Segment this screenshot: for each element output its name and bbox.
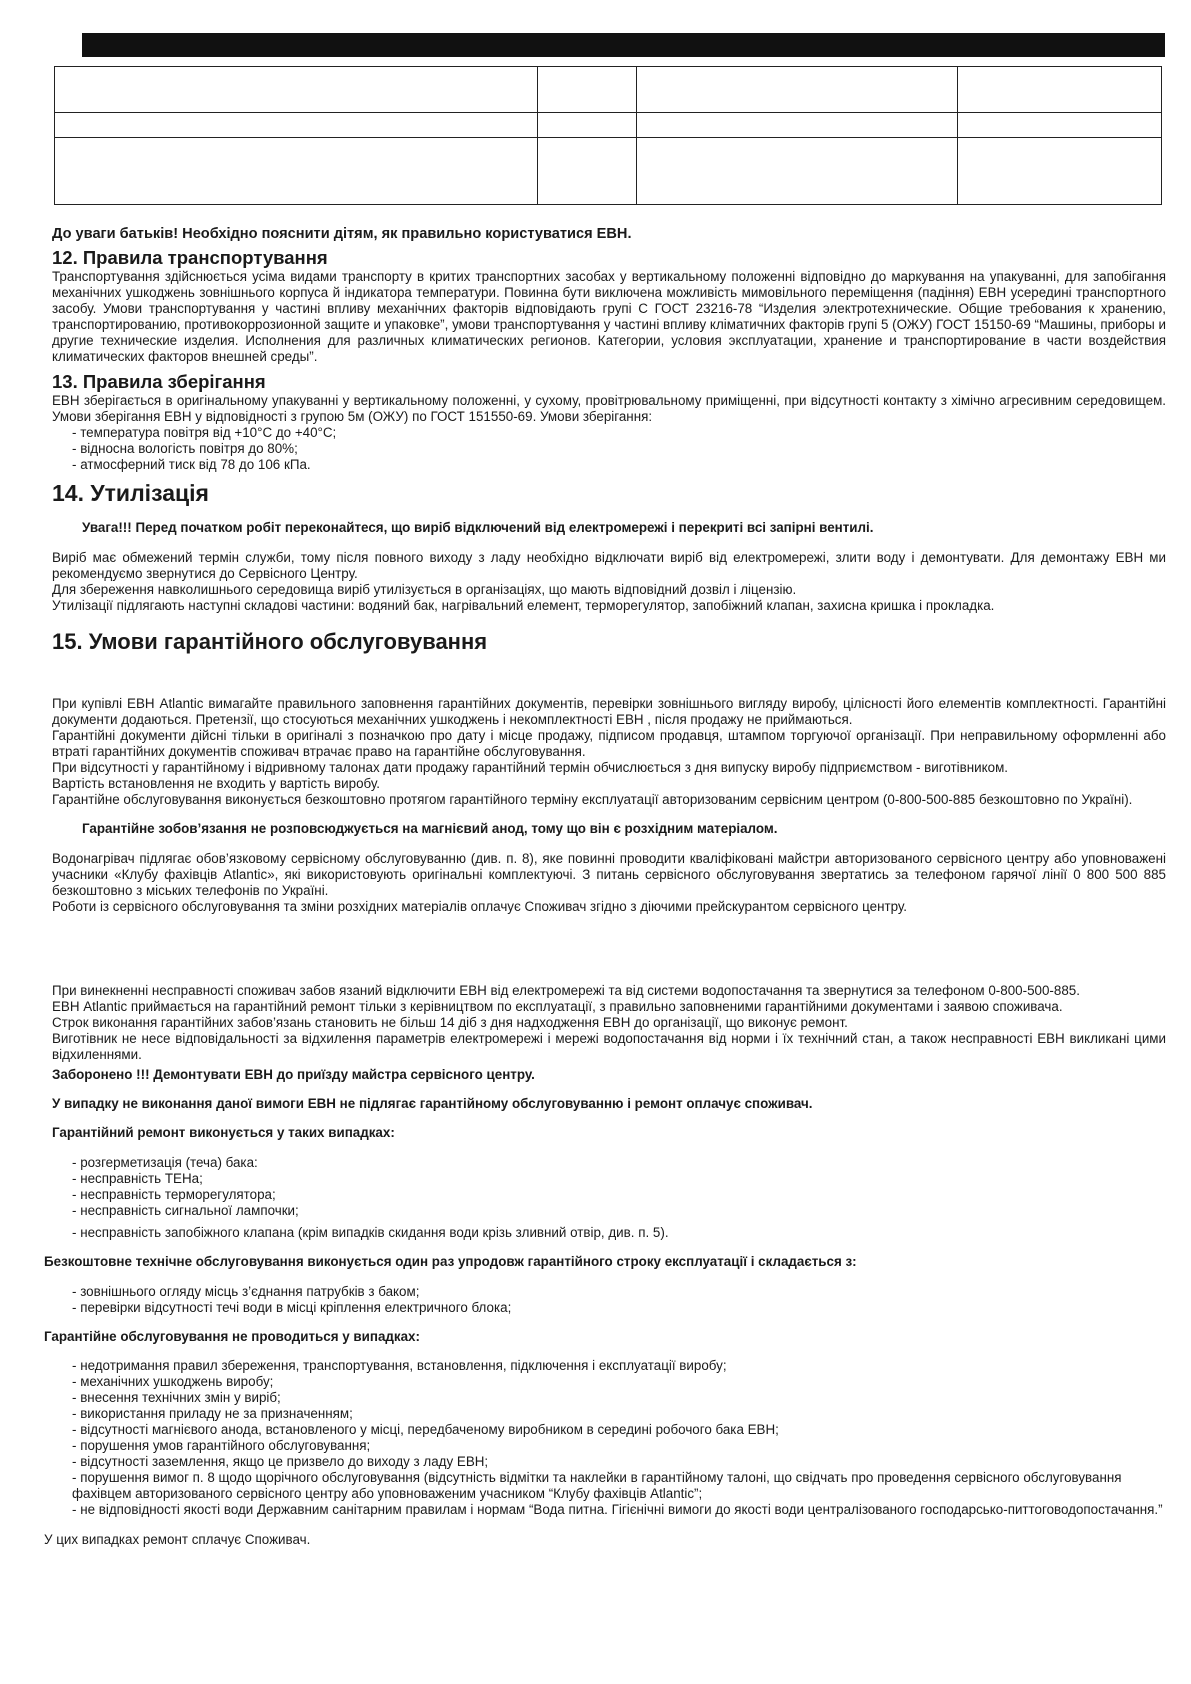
form-table <box>54 66 1162 205</box>
list-item: - перевірки відсутності течі води в місці кріплення електричного блока; <box>72 1300 1166 1316</box>
table-cell <box>538 138 637 205</box>
section-14-p1: Виріб має обмежений термін служби, тому після повного виходу з ладу необхідно відключати виріб від електромережі, злити воду і демонтувати. Для демонтажу ЕВН ми рекомендуємо звернутися до Сервісного Центру. <box>52 549 1166 581</box>
list-item: - розгерметизація (теча) бака: <box>72 1155 1166 1171</box>
section-12-text: Транспортування здійснюється усіма видами транспорту в критих транспортних засобах у вертикальному положенні відповідно до маркування на упакуванні, для запобігання механічних ушкоджень зовнішнього корпуса й індикатора температури. Повинна бути виключена можливість мимовільного переміщення (падіння) ЕВН усередині транспортного засобу. Умови транспортування у частині впливу механічних факторів відповідають групі С ГОСТ 23216-78 “Изделия электротехнические. Общие требования к хранению, транспортированию, противокоррозионной защите и упаковке”, умови транспортування у частині впливу кліматичних факторів групі 5 (ОЖУ) ГОСТ 15150-69 “Машины, приборы и другие технические изделия. Исполнения для различных климатических регионов. Категории, условия эксплуатации, хранение и транспортирование в части воздействия климатических факторов внешней среды”. <box>52 269 1166 364</box>
list-item: - відсутності магнієвого анода, встановленого у місці, передбаченому виробником в середині робочого бака ЕВН; <box>72 1422 1166 1438</box>
header-bar <box>82 33 1165 57</box>
table-cell <box>55 138 538 205</box>
repair-cases-extra <box>52 1225 1166 1241</box>
warranty-p9: При винекненні несправності споживач забов язаний відключити ЕВН від електромережі та від системи водопостачання та звернутися за телефоном 0-800-500-885. <box>52 982 1080 998</box>
warranty-p3: При відсутності у гарантійному і відривному талонах дати продажу гарантійний термін обчислюється з дня випуску виробу підприємством - виготівником. <box>52 759 1008 775</box>
section-15-title: 15. Умови гарантійного обслуговування <box>52 628 488 654</box>
section-13-text: ЕВН зберігається в оригінальному упакуванні у вертикальному положенні, у сухому, провітрювальному приміщенні, при відсутності контакту з хімічно агресивним середовищем. Умови зберігання ЕВН у відповідності з групою 5м (ОЖУ) по ГОСТ 151550-69. Умови зберігання: <box>52 393 1166 424</box>
repair-cases-title: Гарантійний ремонт виконується у таких випадках: <box>52 1125 395 1141</box>
warranty-anode-note: Гарантійне зобов’язання не розповсюджується на магнієвий анод, тому що він є розхідним матеріалом. <box>82 821 778 837</box>
table-cell <box>637 67 958 113</box>
repair-cases-list <box>52 1155 1166 1219</box>
document-body <box>44 226 1166 1561</box>
list-item: - температура повітря від +10°С до +40°С; <box>72 425 1166 441</box>
table-cell <box>55 67 538 113</box>
list-item: - порушення умов гарантійного обслуговування; <box>72 1438 1166 1454</box>
table-cell <box>55 113 538 138</box>
table-cell <box>958 113 1162 138</box>
table-row <box>55 67 1162 113</box>
section-14-p2: Для збереження навколишнього середовища виріб утилізується в організаціях, що мають відповідний дозвіл і ліцензію. <box>52 581 797 597</box>
parents-notice: До уваги батьків! Необхідно пояснити дітям, як правильно користуватися ЕВН. <box>52 226 632 242</box>
table-row <box>55 113 1162 138</box>
warranty-p2: Гарантійні документи дійсні тільки в оригіналі з позначкою про дату і місце продажу, підписом продавця, штампом торгуючої організації. При неправильному оформленні або втраті гарантійних документів споживач втрачає право на гарантійне обслуговування. <box>52 727 1166 759</box>
list-item: - несправність терморегулятора; <box>72 1187 1166 1203</box>
forbidden-notice-1: Заборонено !!! Демонтувати ЕВН до приїзду майстра сервісного центру. <box>52 1066 535 1082</box>
free-service-title: Безкоштовне технічне обслуговування виконується один раз упродовж гарантійного строку експлуатації і складається з: <box>44 1254 857 1270</box>
section-14-warning: Увага!!! Перед початком робіт переконайтеся, що виріб відключений від електромережі і перекриті всі запірні вентилі. <box>82 520 874 536</box>
warranty-p11: Строк виконання гарантійних забов’язань становить не більш 14 діб з дня надходження ЕВН до організації, що виконує ремонт. <box>52 1014 848 1030</box>
warranty-p1: При купівлі ЕВН Atlantic вимагайте правильного заповнення гарантійних документів, перевірки зовнішнього вигляду виробу, цілісності його елементів комплектності. Гарантійні документи додаються. Претензії, що стосуються механічних ушкоджень і некомплектності ЕВН , після продажу не приймаються. <box>52 695 1166 727</box>
free-service-list <box>52 1284 1166 1316</box>
section-13-title: 13. Правила зберігання <box>52 371 266 392</box>
list-item: - відносна вологість повітря до 80%; <box>72 441 1166 457</box>
closing-text: У цих випадках ремонт сплачує Споживач. <box>44 1531 311 1547</box>
warranty-p10: ЕВН Atlantic приймається на гарантійний ремонт тільки з керівництвом по експлуатації, з правильно заповненими гарантійними документами і заявою споживача. <box>52 998 1063 1014</box>
no-warranty-title: Гарантійне обслуговування не проводиться у випадках: <box>44 1328 420 1344</box>
list-item: - атмосферний тиск від 78 до 106 кПа. <box>72 457 1166 473</box>
storage-conditions-list <box>52 425 1166 473</box>
table-cell <box>958 138 1162 205</box>
list-item: - несправність сигнальної лампочки; <box>72 1203 1166 1219</box>
warranty-p12: Виготівник не несе відповідальності за відхилення параметрів електромережі і мережі водопостачання від норми і їх технічний стан, а також несправності ЕВН викликані цими відхиленнями. <box>52 1030 1166 1062</box>
list-item: - несправність запобіжного клапана (крім випадків скидання води крізь зливний отвір, див. п. 5). <box>72 1225 1166 1241</box>
warranty-p4: Вартість встановлення не входить у вартість виробу. <box>52 775 380 791</box>
warranty-p7: Водонагрівач підлягає обов’язковому сервісному обслуговуванню (див. п. 8), яке повинні проводити кваліфіковані майстри авторизованого сервісного центру або уповноважені учасники «Клубу фахівців Atlantic», які використовують оригінальні комплектуючі. З питань сервісного обслуговування звертатись за телефоном гарячої лінії 0 800 500 885 безкоштовно з міських телефонів по Україні. <box>52 850 1166 898</box>
list-item: - не відповідності якості води Державним санітарним правилам і нормам “Вода питна. Гігієнічні вимоги до якості води централізованого господарсько-питтоговодопостачання.” <box>72 1502 1166 1518</box>
table-cell <box>538 67 637 113</box>
no-warranty-list <box>52 1358 1166 1518</box>
list-item: - зовнішнього огляду місць з’єднання патрубків з баком; <box>72 1284 1166 1300</box>
warranty-p8: Роботи із сервісного обслуговування та зміни розхідних матеріалів оплачує Споживач згідно з діючими прейскурантом сервісного центру. <box>52 898 908 914</box>
list-item: - використання приладу не за призначенням; <box>72 1406 1166 1422</box>
list-item: - несправність ТЕНа; <box>72 1171 1166 1187</box>
warranty-p5: Гарантійне обслуговування виконується безкоштовно протягом гарантійного терміну експлуатації авторизованим сервісним центром (0-800-500-885 безкоштовно по Україні). <box>52 791 1133 807</box>
table-row <box>55 138 1162 205</box>
section-14-title: 14. Утилізація <box>52 480 209 506</box>
list-item: - недотримання правил збереження, транспортування, встановлення, підключення і експлуатації виробу; <box>72 1358 1166 1374</box>
table-cell <box>637 113 958 138</box>
list-item: - порушення вимог п. 8 щодо щорічного обслуговування (відсутність відмітки та наклейки в гарантійному талоні, що свідчать про проведення сервісного обслуговування фахівцем авторизованого сервісного центру або уповноваженим учасником “Клубу фахівців Atlantic”; <box>72 1470 1166 1502</box>
section-14-p3: Утилізації підлягають наступні складові частини: водяний бак, нагрівальний елемент, терморегулятор, запобіжний клапан, захисна кришка і прокладка. <box>52 597 995 613</box>
list-item: - відсутності заземлення, якщо це призвело до виходу з ладу ЕВН; <box>72 1454 1166 1470</box>
table-cell <box>637 138 958 205</box>
list-item: - механічних ушкоджень виробу; <box>72 1374 1166 1390</box>
list-item: - внесення технічних змін у виріб; <box>72 1390 1166 1406</box>
forbidden-notice-2: У випадку не виконання даної вимоги ЕВН не підлягає гарантійному обслуговуванню і ремонт оплачує споживач. <box>52 1095 813 1111</box>
section-12-title: 12. Правила транспортування <box>52 247 328 268</box>
table-cell <box>538 113 637 138</box>
table-cell <box>958 67 1162 113</box>
